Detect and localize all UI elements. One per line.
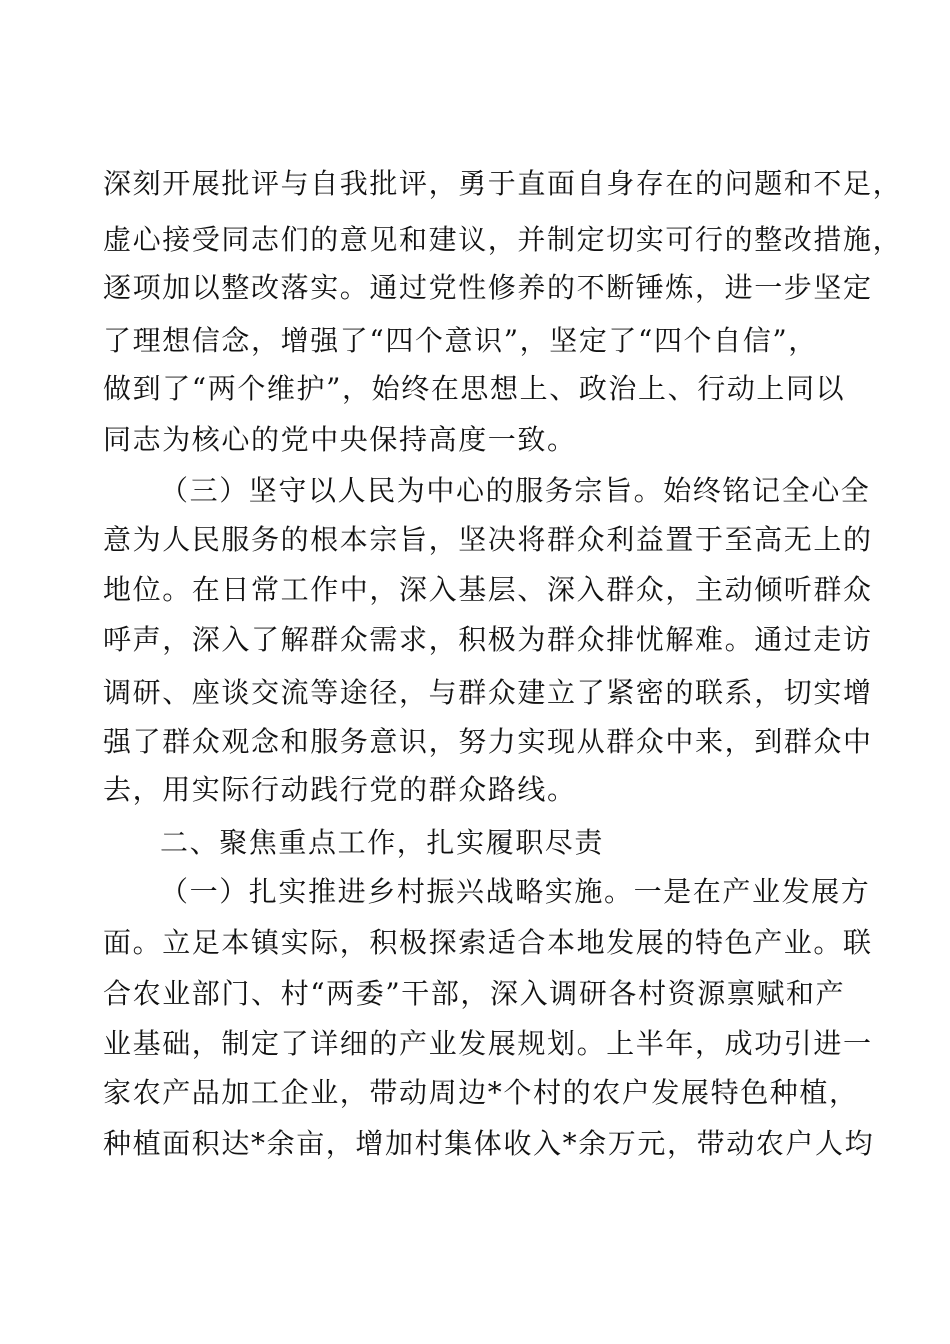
- text-line-9: 地位。在日常工作中，深入基层、深入群众，主动倾听群众: [103, 573, 873, 606]
- text-line-11: 调研、座谈交流等途径，与群众建立了紧密的联系，切实增: [103, 676, 873, 709]
- text-line-20: 种植面积达*余亩，增加村集体收入*余万元，带动农户人均: [103, 1127, 875, 1160]
- text-line-4: 了理想信念，增强了“四个意识”，坚定了“四个自信”，: [103, 324, 818, 357]
- text-line-12: 强了群众观念和服务意识，努力实现从群众中来，到群众中: [103, 725, 873, 758]
- text-line-10: 呼声，深入了解群众需求，积极为群众排忧解难。通过走访: [103, 623, 873, 656]
- text-line-18: 业基础，制定了详细的产业发展规划。上半年，成功引进一: [103, 1027, 873, 1060]
- text-line-5: 做到了“两个维护”，始终在思想上、政治上、行动上同以: [103, 372, 846, 405]
- text-line-15: （一）扎实推进乡村振兴战略实施。一是在产业发展方: [160, 875, 871, 908]
- text-line-1: 深刻开展批评与自我批评，勇于直面自身存在的问题和不足，: [103, 167, 903, 200]
- text-line-2: 虚心接受同志们的意见和建议，并制定切实可行的整改措施，: [103, 223, 903, 256]
- text-line-17: 合农业部门、村“两委”干部，深入调研各村资源禀赋和产: [103, 977, 846, 1010]
- text-line-3: 逐项加以整改落实。通过党性修养的不断锤炼，进一步坚定: [103, 271, 873, 304]
- text-line-7: （三）坚守以人民为中心的服务宗旨。始终铭记全心全: [160, 474, 871, 507]
- text-line-16: 面。立足本镇实际，积极探索适合本地发展的特色产业。联: [103, 926, 873, 959]
- text-line-8: 意为人民服务的根本宗旨，坚决将群众利益置于至高无上的: [103, 523, 873, 556]
- section-heading: 二、聚焦重点工作，扎实履职尽责: [160, 826, 605, 859]
- text-line-19: 家农产品加工企业，带动周边*个村的农户发展特色种植，: [103, 1076, 859, 1109]
- text-line-13: 去，用实际行动践行党的群众路线。: [103, 773, 577, 806]
- text-line-6: 同志为核心的党中央保持高度一致。: [103, 423, 577, 456]
